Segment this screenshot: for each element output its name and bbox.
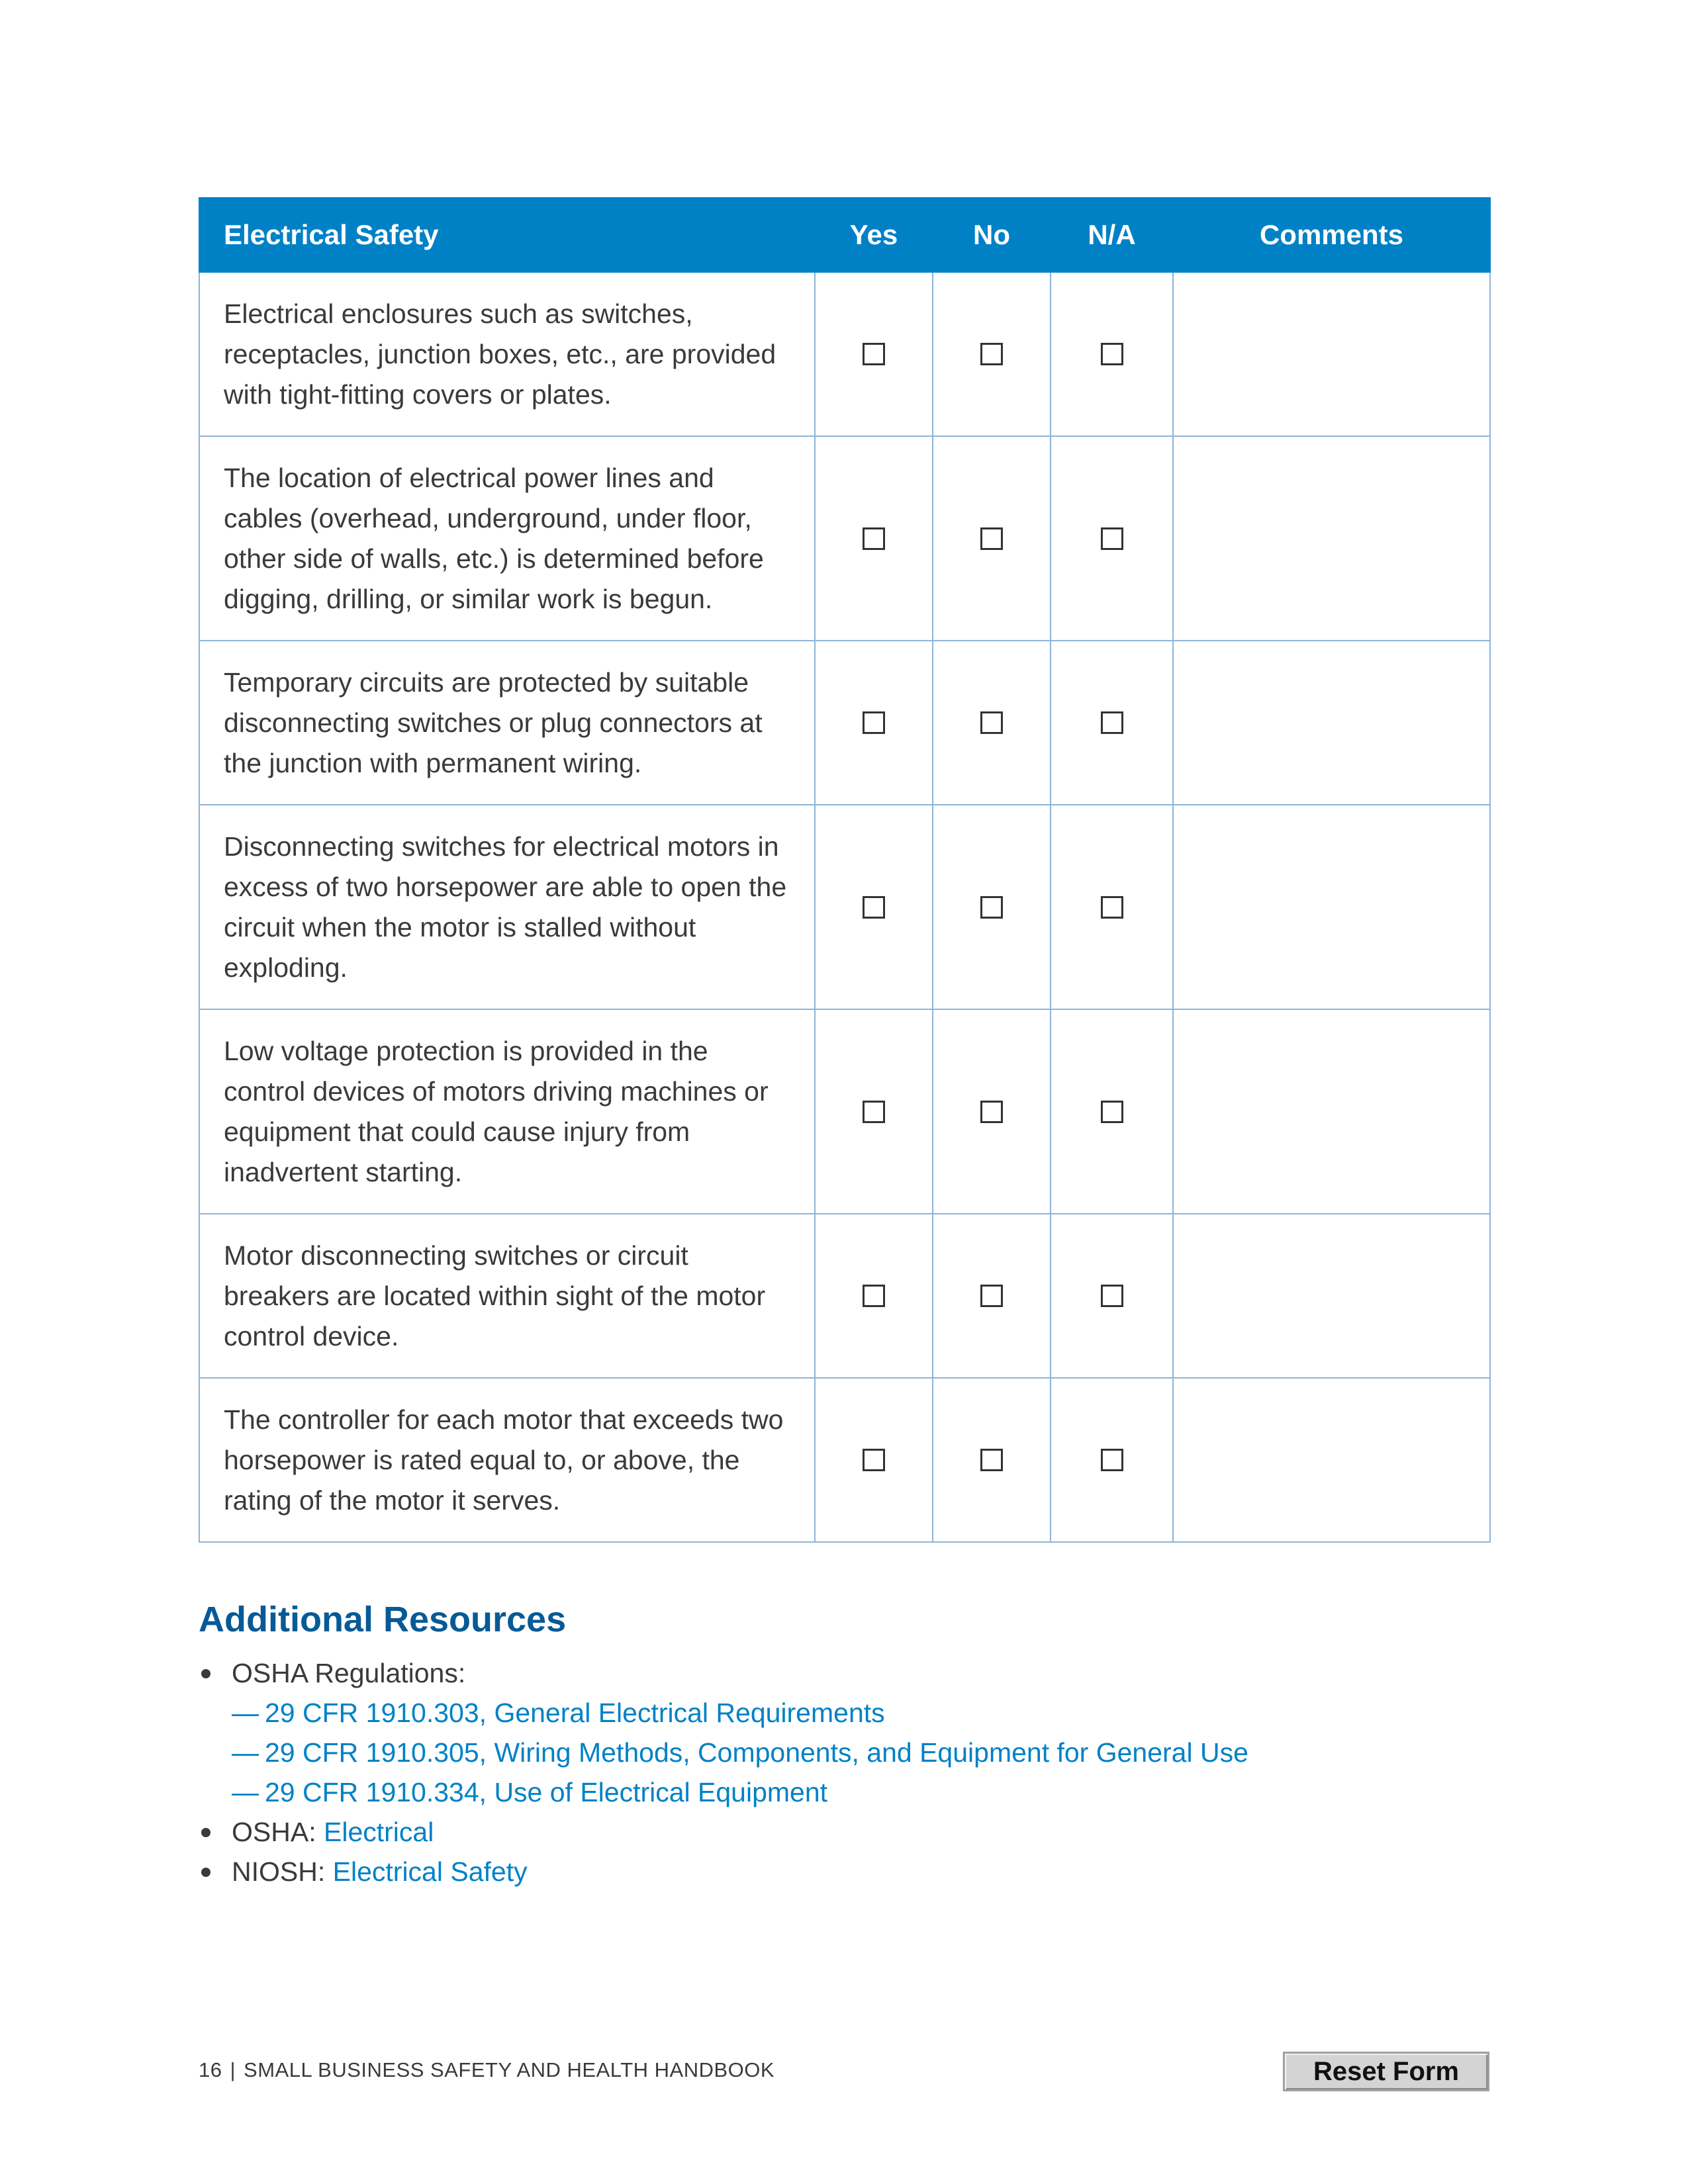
no-cell <box>933 641 1051 805</box>
yes-cell <box>815 805 933 1009</box>
no-cell <box>933 436 1051 641</box>
header-na: N/A <box>1051 198 1173 272</box>
na-cell <box>1051 805 1173 1009</box>
osha-prefix: OSHA: <box>232 1817 324 1847</box>
link-1910-303[interactable]: 29 CFR 1910.303, General Electrical Requirements <box>265 1698 885 1728</box>
na-checkbox[interactable] <box>1101 343 1123 365</box>
table-row <box>199 805 1490 1009</box>
no-checkbox[interactable] <box>980 527 1003 550</box>
yes-cell <box>815 436 933 641</box>
na-checkbox[interactable] <box>1101 1101 1123 1123</box>
na-cell <box>1051 1214 1173 1378</box>
list-item-osha <box>199 1812 1489 1852</box>
yes-cell <box>815 1009 933 1214</box>
yes-checkbox[interactable] <box>863 343 885 365</box>
header-electrical-safety: Electrical Safety <box>199 198 815 272</box>
no-checkbox[interactable] <box>980 343 1003 365</box>
comments-field[interactable] <box>1173 1009 1490 1214</box>
row-item-text: Temporary circuits are protected by suitable disconnecting switches or plug connectors at the junction with permanent wiring. <box>199 641 815 805</box>
na-cell <box>1051 1378 1173 1542</box>
row-item-text: Electrical enclosures such as switches, receptacles, junction boxes, etc., are provided with tight-fitting covers or plates. <box>199 272 815 436</box>
no-checkbox[interactable] <box>980 711 1003 734</box>
no-checkbox[interactable] <box>980 1449 1003 1471</box>
list-item-niosh <box>199 1852 1489 1891</box>
header-yes: Yes <box>815 198 933 272</box>
comments-field[interactable] <box>1173 641 1490 805</box>
table-row <box>199 641 1490 805</box>
na-cell <box>1051 641 1173 805</box>
na-checkbox[interactable] <box>1101 711 1123 734</box>
yes-checkbox[interactable] <box>863 527 885 550</box>
yes-cell <box>815 641 933 805</box>
no-cell <box>933 1378 1051 1542</box>
table-row <box>199 272 1490 436</box>
row-item-text: The location of electrical power lines and cables (overhead, underground, under floor, other side of walls, etc.) is determined before digging, drilling, or similar work is begun. <box>199 436 815 641</box>
row-item-text: The controller for each motor that exceeds two horsepower is rated equal to, or above, the rating of the motor it serves. <box>199 1378 815 1542</box>
na-checkbox[interactable] <box>1101 1449 1123 1471</box>
electrical-safety-checklist <box>199 197 1491 1543</box>
yes-cell <box>815 1214 933 1378</box>
niosh-prefix: NIOSH: <box>232 1856 333 1887</box>
no-cell <box>933 1214 1051 1378</box>
na-checkbox[interactable] <box>1101 896 1123 919</box>
row-item-text: Motor disconnecting switches or circuit breakers are located within sight of the motor control device. <box>199 1214 815 1378</box>
additional-resources-heading: Additional Resources <box>199 1600 567 1639</box>
no-checkbox[interactable] <box>980 896 1003 919</box>
checklist-header-row <box>199 198 1490 272</box>
comments-field[interactable] <box>1173 1214 1490 1378</box>
na-cell <box>1051 272 1173 436</box>
list-item <box>232 1733 1489 1772</box>
link-osha-electrical[interactable]: Electrical <box>323 1817 434 1847</box>
no-checkbox[interactable] <box>980 1101 1003 1123</box>
reset-form-button[interactable]: Reset Form <box>1283 2052 1489 2091</box>
page-number: 16 <box>199 2058 222 2081</box>
comments-field[interactable] <box>1173 1378 1490 1542</box>
no-cell <box>933 272 1051 436</box>
list-item-osha-regulations <box>199 1653 1489 1812</box>
link-niosh-electrical-safety[interactable]: Electrical Safety <box>332 1856 528 1887</box>
yes-checkbox[interactable] <box>863 1449 885 1471</box>
no-cell <box>933 805 1051 1009</box>
na-cell <box>1051 436 1173 641</box>
osha-regulations-label: OSHA Regulations: <box>232 1658 466 1688</box>
additional-resources-section <box>199 1595 1489 1891</box>
list-item <box>232 1772 1489 1812</box>
header-comments: Comments <box>1173 198 1490 272</box>
resources-list <box>199 1653 1489 1891</box>
link-1910-305[interactable]: 29 CFR 1910.305, Wiring Methods, Components, and Equipment for General Use <box>265 1737 1248 1768</box>
comments-field[interactable] <box>1173 436 1490 641</box>
link-1910-334[interactable]: 29 CFR 1910.334, Use of Electrical Equipment <box>265 1777 828 1807</box>
row-item-text: Disconnecting switches for electrical motors in excess of two horsepower are able to open the circuit when the motor is stalled without exploding. <box>199 805 815 1009</box>
table-row <box>199 1214 1490 1378</box>
footer-separator: | <box>230 2058 236 2081</box>
row-item-text: Low voltage protection is provided in the control devices of motors driving machines or equipment that could cause injury from inadvertent starting. <box>199 1009 815 1214</box>
yes-checkbox[interactable] <box>863 711 885 734</box>
yes-checkbox[interactable] <box>863 896 885 919</box>
yes-checkbox[interactable] <box>863 1285 885 1307</box>
list-item <box>232 1693 1489 1733</box>
page-footer <box>199 2058 774 2082</box>
comments-field[interactable] <box>1173 272 1490 436</box>
yes-checkbox[interactable] <box>863 1101 885 1123</box>
table-row <box>199 1009 1490 1214</box>
no-cell <box>933 1009 1051 1214</box>
footer-title: SMALL BUSINESS SAFETY AND HEALTH HANDBOOK <box>244 2058 775 2081</box>
regulations-sublist <box>232 1693 1489 1812</box>
na-checkbox[interactable] <box>1101 527 1123 550</box>
na-cell <box>1051 1009 1173 1214</box>
table-row <box>199 1378 1490 1542</box>
header-no: No <box>933 198 1051 272</box>
table-row <box>199 436 1490 641</box>
yes-cell <box>815 272 933 436</box>
comments-field[interactable] <box>1173 805 1490 1009</box>
yes-cell <box>815 1378 933 1542</box>
na-checkbox[interactable] <box>1101 1285 1123 1307</box>
no-checkbox[interactable] <box>980 1285 1003 1307</box>
